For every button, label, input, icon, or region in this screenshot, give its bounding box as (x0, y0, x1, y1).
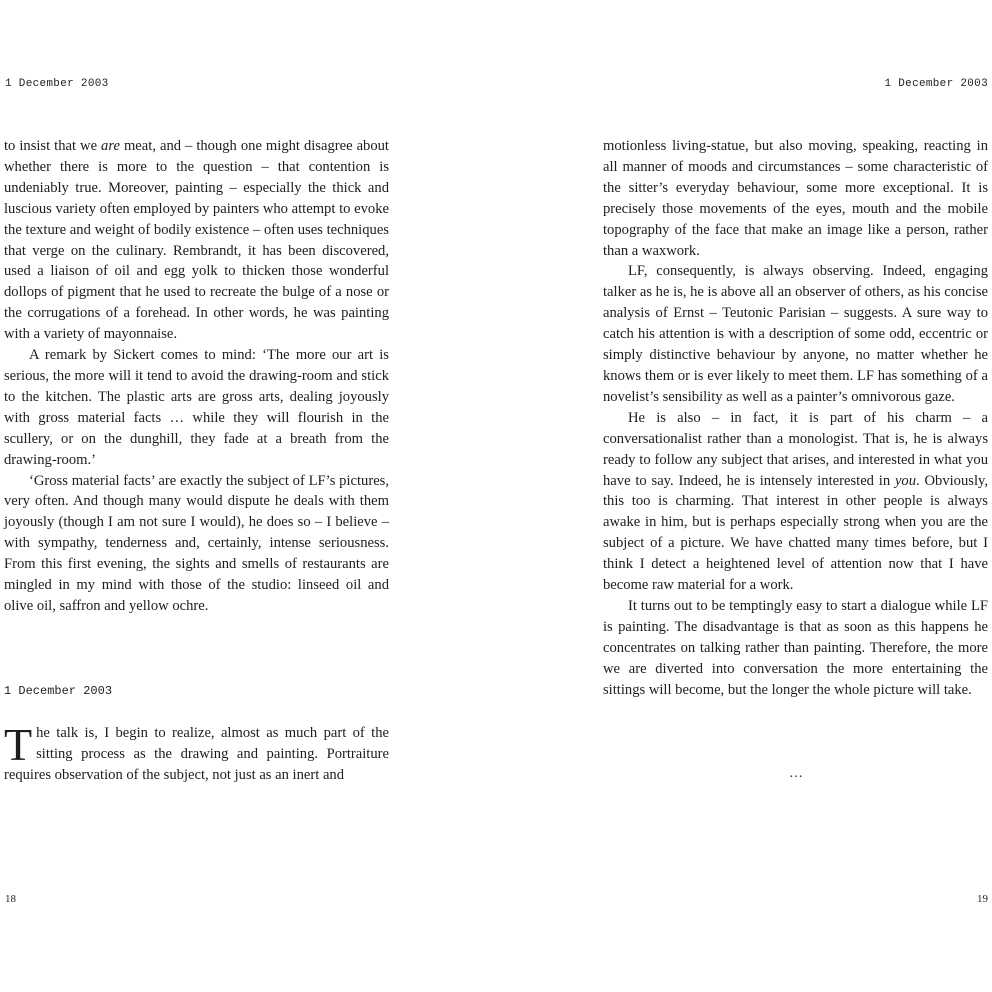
paragraph: The talk is, I begin to realize, almost as much part of the sitting process as the drawing and painting. Portraiture requires observation of the subject, not just as an inert and (4, 719, 389, 783)
page-number-right: 19 (977, 893, 988, 905)
paragraph: motionless living-statue, but also moving, speaking, reacting in all manner of moods and circumstances – some characteristic of the sitter’s everyday behaviour, some more exceptional. It is precisely those movements of the eyes, mouth and the mobile topography of the face that make an image like a person, rather than a waxwork. (603, 138, 988, 259)
left-page-body (4, 136, 389, 617)
paragraph: He is also – in fact, it is part of his charm – a conversationalist rather than a monologist. That is, he is always ready to follow any subject that arises, and interested in what you have to say. Indeed, he is intensely interested in you. Obviously, this too is charming. That interest in other people is always awake in him, but is perhaps especially strong when you are the subject of a picture. We have chatted many times before, but I think I detect a heightened level of attention now that I have become raw material for a work. (603, 409, 988, 594)
emphasis: you (894, 472, 917, 489)
drop-cap: T (4, 719, 33, 770)
section-date-heading: 1 December 2003 (4, 684, 113, 698)
paragraph: LF, consequently, is always observing. Indeed, engaging talker as he is, he is above all an observer of others, as his concise analysis of Ernst – Teutonic Parisian – suggests. A sure way to catch his attention is with a description of some odd, eccentric or simply distinctive behaviour by anyone, no matter whether he knows them or is ever likely to meet them. LF has something of a novelist’s sensibility as well as a painter’s omnivorous gaze. (603, 263, 988, 405)
emphasis: are (101, 138, 120, 154)
section-break-ellipsis: … (789, 766, 803, 781)
paragraph: ‘Gross material facts’ are exactly the subject of LF’s pictures, very often. And though many would dispute he deals with them joyously (though I am not sure I would), he does so – I believe – with sympathy, tenderness and, certainly, intense seriousness. From this first evening, the sights and smells of restaurants are mingled in my mind with those of the studio: linseed oil and olive oil, saffron and yellow ochre. (4, 472, 389, 614)
paragraph: A remark by Sickert comes to mind: ‘The more our art is serious, the more will it tend to avoid the drawing-room and stick to the kitchen. The plastic arts are gross arts, dealing joyously with gross material facts … while they will flourish in the scullery, or on the dunghill, they fade at a breath from the drawing-room.’ (4, 347, 389, 468)
right-page-body (603, 136, 988, 700)
right-page (496, 0, 992, 992)
page-number-left: 18 (5, 893, 16, 905)
paragraph: It turns out to be temptingly easy to start a dialogue while LF is painting. The disadvantage is that as soon as this happens he concentrates on talking rather than painting. Therefore, the more we are diverted into conversation the more entertaining the sittings will become, but the longer the whole picture will take. (603, 597, 988, 698)
running-head-left: 1 December 2003 (5, 78, 109, 90)
paragraph: to insist that we are meat, and – though one might disagree about whether there is more to the question – that contention is undeniably true. Moreover, painting – especially the thick and luscious variety often employed by painters who attempt to evoke the texture and weight of bodily existence – often uses techniques that verge on the culinary. Rembrandt, it has been discovered, used a liaison of oil and egg yolk to thicken those wonderful dollops of pigment that he used to recreate the bulge of a nose or the corrugations of a forehead. In other words, he was painting with a variety of mayonnaise. (4, 138, 389, 343)
left-page-section-body (4, 719, 389, 786)
running-head-right: 1 December 2003 (884, 78, 988, 90)
